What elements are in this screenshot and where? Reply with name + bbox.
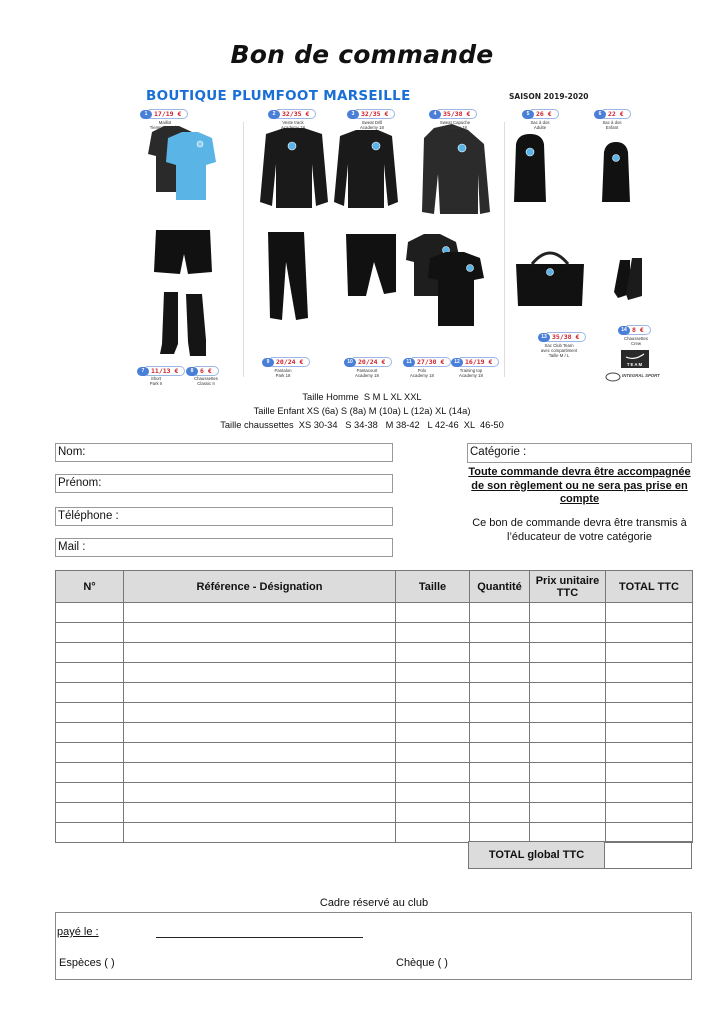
cell-taille[interactable] bbox=[396, 763, 470, 783]
backpack-adult bbox=[514, 134, 546, 202]
especes-option[interactable]: Espèces ( ) bbox=[59, 957, 115, 969]
product-caption: Veste track Academy 18 bbox=[281, 120, 305, 130]
price-tag: 6 22 € bbox=[594, 109, 631, 119]
cell-quantite[interactable] bbox=[470, 763, 530, 783]
price-tag: 10 20/24 € bbox=[344, 357, 392, 367]
cell-total[interactable] bbox=[606, 743, 693, 763]
price-tag: 4 35/38 € bbox=[429, 109, 477, 119]
cell-prix-unitaire[interactable] bbox=[530, 683, 606, 703]
product-caption: Sweat Capuche Academy 18 bbox=[439, 120, 471, 130]
cell-reference[interactable] bbox=[124, 643, 396, 663]
price-tag: 1 17/19 € bbox=[140, 109, 188, 119]
table-row bbox=[56, 683, 693, 703]
price-tag: 7 11/13 € bbox=[137, 366, 185, 376]
price-tag: 11 27/30 € bbox=[403, 357, 451, 367]
cell-num[interactable] bbox=[56, 683, 124, 703]
cell-prix-unitaire[interactable] bbox=[530, 703, 606, 723]
cell-total[interactable] bbox=[606, 803, 693, 823]
cell-taille[interactable] bbox=[396, 623, 470, 643]
product-caption: Pantalon Park 18 bbox=[274, 368, 292, 378]
brand-badge-text: TEAM bbox=[626, 362, 644, 367]
total-global-label: TOTAL global TTC bbox=[468, 841, 605, 869]
cell-prix-unitaire[interactable] bbox=[530, 783, 606, 803]
cell-num[interactable] bbox=[56, 663, 124, 683]
pants bbox=[268, 232, 308, 320]
payment-notice: Toute commande devra être accompagnée de son règlement ou ne sera pas prise en compte bbox=[468, 466, 691, 505]
cell-quantite[interactable] bbox=[470, 703, 530, 723]
table-row bbox=[56, 763, 693, 783]
sizes-enfant: Taille Enfant XS (6a) S (8a) M (10a) L (12a) XL (14a) bbox=[253, 406, 471, 416]
price-tag: 14 8 € bbox=[618, 325, 651, 335]
price-tag: 12 16/19 € bbox=[451, 357, 499, 367]
cell-quantite[interactable] bbox=[470, 803, 530, 823]
cheque-option[interactable]: Chèque ( ) bbox=[396, 957, 448, 969]
drill-top bbox=[334, 130, 398, 208]
price-tag: 8 6 € bbox=[186, 366, 219, 376]
product-caption: Chaussettes Classic II bbox=[194, 376, 218, 386]
cell-taille[interactable] bbox=[396, 603, 470, 623]
cell-reference[interactable] bbox=[124, 663, 396, 683]
table-row bbox=[56, 643, 693, 663]
cell-num[interactable] bbox=[56, 743, 124, 763]
price-tag: 3 32/35 € bbox=[347, 109, 395, 119]
cell-num[interactable] bbox=[56, 763, 124, 783]
cell-total[interactable] bbox=[606, 643, 693, 663]
col-header-total: TOTAL TTC bbox=[606, 571, 693, 603]
cell-prix-unitaire[interactable] bbox=[530, 623, 606, 643]
cell-num[interactable] bbox=[56, 623, 124, 643]
cell-prix-unitaire[interactable] bbox=[530, 803, 606, 823]
cell-quantite[interactable] bbox=[470, 603, 530, 623]
cell-quantite[interactable] bbox=[470, 643, 530, 663]
product-caption: Pantacourt Academy 18 bbox=[355, 368, 379, 378]
cell-total[interactable] bbox=[606, 623, 693, 643]
cell-num[interactable] bbox=[56, 643, 124, 663]
table-row bbox=[56, 823, 693, 843]
cell-total[interactable] bbox=[606, 783, 693, 803]
cell-taille[interactable] bbox=[396, 823, 470, 843]
cell-prix-unitaire[interactable] bbox=[530, 603, 606, 623]
cell-quantite[interactable] bbox=[470, 743, 530, 763]
categorie-field[interactable]: Catégorie : bbox=[467, 443, 692, 463]
transmission-note: Ce bon de commande devra être transmis à l’éducateur de votre catégorie bbox=[472, 517, 687, 543]
price-tag: 2 32/35 € bbox=[268, 109, 316, 119]
cell-total[interactable] bbox=[606, 723, 693, 743]
price-tag: 9 20/24 € bbox=[262, 357, 310, 367]
product-caption: Sac à dos Enfant bbox=[602, 120, 622, 130]
cell-num[interactable] bbox=[56, 823, 124, 843]
col-header-num: N° bbox=[56, 571, 124, 603]
cell-quantite[interactable] bbox=[470, 683, 530, 703]
table-row bbox=[56, 623, 693, 643]
total-global-value[interactable] bbox=[604, 841, 692, 869]
cell-reference[interactable] bbox=[124, 603, 396, 623]
price-tag: 5 26 € bbox=[522, 109, 559, 119]
sizes-homme: Taille Homme S M L XL XXL bbox=[302, 392, 422, 402]
cell-num[interactable] bbox=[56, 603, 124, 623]
table-header-row bbox=[56, 571, 693, 603]
product-caption: Sac à dos Adulte bbox=[530, 120, 550, 130]
cell-total[interactable] bbox=[606, 703, 693, 723]
three-quarter-pants bbox=[346, 234, 396, 296]
cell-num[interactable] bbox=[56, 703, 124, 723]
cell-reference[interactable] bbox=[124, 783, 396, 803]
cell-reference[interactable] bbox=[124, 743, 396, 763]
cell-quantite[interactable] bbox=[470, 823, 530, 843]
cell-quantite[interactable] bbox=[470, 783, 530, 803]
paye-le-line[interactable] bbox=[156, 937, 363, 938]
cell-reference[interactable] bbox=[124, 763, 396, 783]
supplier-logo bbox=[606, 373, 620, 381]
season-label: SAISON 2019-2020 bbox=[509, 92, 589, 101]
shop-name: BOUTIQUE PLUMFOOT MARSEILLE bbox=[146, 88, 411, 104]
mail-field[interactable]: Mail : bbox=[55, 538, 393, 557]
product-caption: Sac Club Team avec compartiment Taille M / L bbox=[540, 343, 578, 358]
cell-prix-unitaire[interactable] bbox=[530, 823, 606, 843]
cell-reference[interactable] bbox=[124, 623, 396, 643]
product-caption: Training top Academy 18 bbox=[459, 368, 483, 378]
cell-total[interactable] bbox=[606, 603, 693, 623]
sock bbox=[186, 294, 206, 356]
cell-quantite[interactable] bbox=[470, 723, 530, 743]
cell-reference[interactable] bbox=[124, 683, 396, 703]
cell-total[interactable] bbox=[606, 763, 693, 783]
table-row bbox=[56, 703, 693, 723]
telephone-field[interactable]: Téléphone : bbox=[55, 507, 393, 526]
paye-le-label: payé le : bbox=[57, 926, 99, 938]
cell-reference[interactable] bbox=[124, 703, 396, 723]
cell-taille[interactable] bbox=[396, 703, 470, 723]
cell-prix-unitaire[interactable] bbox=[530, 663, 606, 683]
cell-reference[interactable] bbox=[124, 723, 396, 743]
cell-taille[interactable] bbox=[396, 663, 470, 683]
cell-num[interactable] bbox=[56, 783, 124, 803]
supplier-logo-text: INTEGRAL SPORT bbox=[622, 373, 660, 378]
club-reserved-box bbox=[55, 912, 692, 980]
table-row bbox=[56, 743, 693, 763]
table-row bbox=[56, 723, 693, 743]
product-caption: Maillot Tiempo Premier bbox=[149, 120, 181, 130]
sizes-chaussettes: Taille chaussettes XS 30-34 S 34-38 M 38-42 L 42-46 XL 46-50 bbox=[220, 420, 504, 430]
cell-total[interactable] bbox=[606, 823, 693, 843]
product-caption: Sweat Drill Academy 18 bbox=[360, 120, 384, 130]
cell-taille[interactable] bbox=[396, 783, 470, 803]
cell-taille[interactable] bbox=[396, 683, 470, 703]
cell-quantite[interactable] bbox=[470, 663, 530, 683]
product-catalog-image bbox=[134, 82, 676, 388]
cell-reference[interactable] bbox=[124, 803, 396, 823]
track-jacket bbox=[260, 128, 328, 208]
cell-taille[interactable] bbox=[396, 723, 470, 743]
cell-reference[interactable] bbox=[124, 823, 396, 843]
product-caption: Chaussettes Crew bbox=[624, 336, 648, 346]
cell-prix-unitaire[interactable] bbox=[530, 723, 606, 743]
cell-taille[interactable] bbox=[396, 803, 470, 823]
cell-prix-unitaire[interactable] bbox=[530, 743, 606, 763]
col-header-taille: Taille bbox=[396, 571, 470, 603]
order-table bbox=[55, 570, 693, 843]
cell-total[interactable] bbox=[606, 663, 693, 683]
club-box-title: Cadre réservé au club bbox=[319, 897, 429, 909]
price-tag: 13 35/38 € bbox=[538, 332, 586, 342]
backpack-kid bbox=[602, 142, 630, 202]
product-caption: Polo Academy 18 bbox=[410, 368, 434, 378]
cell-taille[interactable] bbox=[396, 743, 470, 763]
sock bbox=[160, 292, 178, 354]
product-caption: Short Park II bbox=[149, 376, 163, 386]
table-row bbox=[56, 803, 693, 823]
cell-taille[interactable] bbox=[396, 643, 470, 663]
col-header-reference: Référence - Désignation bbox=[124, 571, 396, 603]
table-row bbox=[56, 603, 693, 623]
short bbox=[154, 230, 212, 274]
cell-prix-unitaire[interactable] bbox=[530, 763, 606, 783]
cell-prix-unitaire[interactable] bbox=[530, 643, 606, 663]
hoodie bbox=[422, 124, 490, 214]
page-title: Bon de commande bbox=[230, 40, 494, 69]
table-row bbox=[56, 783, 693, 803]
table-row bbox=[56, 663, 693, 683]
cell-total[interactable] bbox=[606, 683, 693, 703]
col-header-quantite: Quantité bbox=[470, 571, 530, 603]
col-header-prix-unitaire: Prix unitaire TTC bbox=[530, 571, 606, 603]
cell-quantite[interactable] bbox=[470, 623, 530, 643]
nom-field[interactable]: Nom: bbox=[55, 443, 393, 462]
prenom-field[interactable]: Prénom: bbox=[55, 474, 393, 493]
cell-num[interactable] bbox=[56, 803, 124, 823]
cell-num[interactable] bbox=[56, 723, 124, 743]
